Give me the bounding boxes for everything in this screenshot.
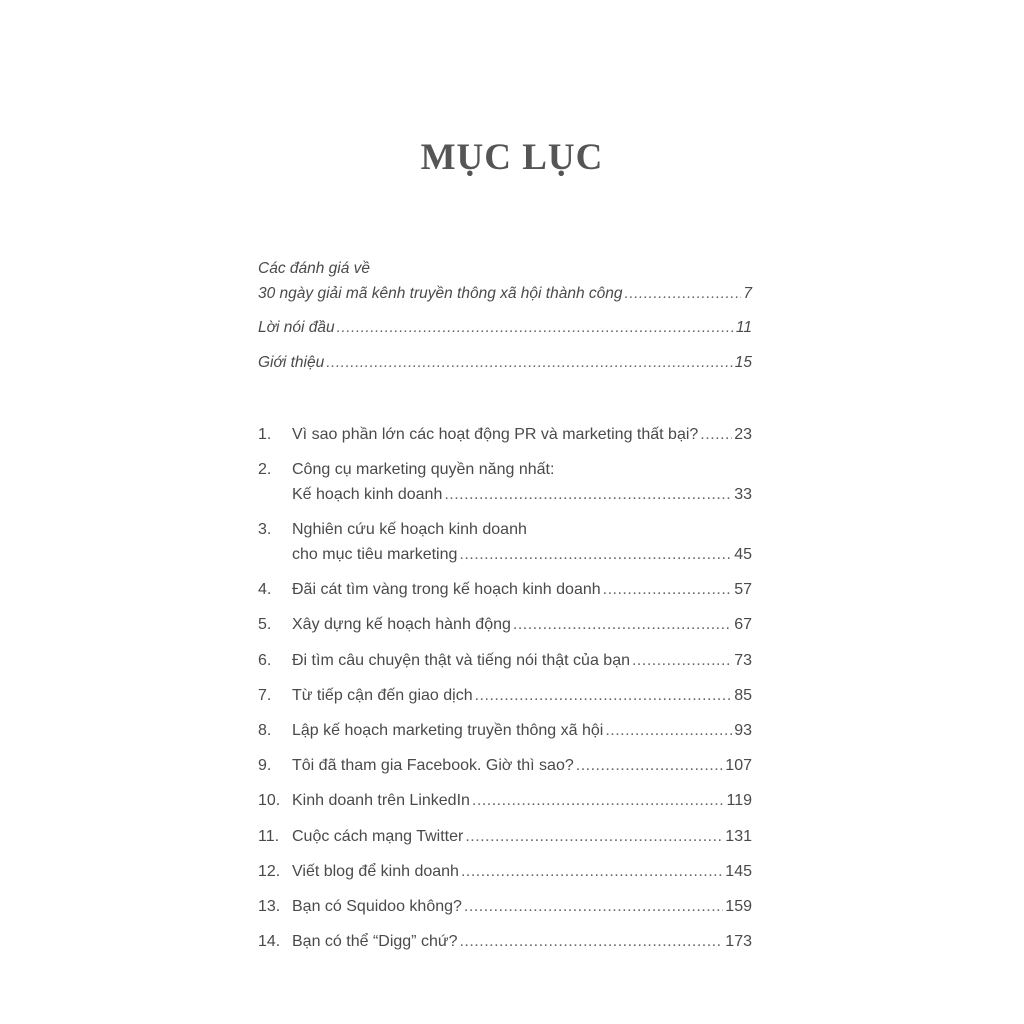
toc-chapter-5[interactable] xyxy=(258,614,752,636)
toc-page-number: 159 xyxy=(725,898,752,915)
toc-page-number: 119 xyxy=(726,792,752,809)
toc-entry-label: Bạn có thể “Digg” chứ? xyxy=(292,933,458,950)
chapter-number: 8. xyxy=(258,722,272,739)
dot-leader xyxy=(632,650,732,672)
chapter-number: 9. xyxy=(258,757,272,774)
toc-chapter-2-line1 xyxy=(258,459,752,481)
toc-entry-label: Bạn có Squidoo không? xyxy=(292,898,462,915)
dot-leader xyxy=(475,685,733,707)
toc-entry-label: Đãi cát tìm vàng trong kế hoạch kinh doanh xyxy=(292,581,601,598)
toc-entry-reviews[interactable] xyxy=(258,283,752,305)
toc-chapter-10[interactable] xyxy=(258,790,752,812)
chapter-number: 5. xyxy=(258,616,272,633)
toc-page-number: 73 xyxy=(734,652,752,669)
dot-leader xyxy=(625,283,742,305)
toc-entry-label: Tôi đã tham gia Facebook. Giờ thì sao? xyxy=(292,757,574,774)
toc-entry-label: Các đánh giá về xyxy=(258,260,371,277)
toc-entry-label: 30 ngày giải mã kênh truyền thông xã hội thành công xyxy=(258,285,623,302)
toc-entry-reviews-line1 xyxy=(258,258,752,280)
dot-leader xyxy=(337,317,734,339)
toc-chapter-11[interactable] xyxy=(258,826,752,848)
toc-page-number: 67 xyxy=(734,616,752,633)
toc-entry-label: Lời nói đầu xyxy=(258,319,335,336)
toc-chapter-9[interactable] xyxy=(258,755,752,777)
chapter-number: 13. xyxy=(258,898,281,915)
toc-entry-label: Nghiên cứu kế hoạch kinh doanh xyxy=(292,521,527,538)
dot-leader xyxy=(461,861,723,883)
toc-page-number: 145 xyxy=(725,863,752,880)
toc-chapter-12[interactable] xyxy=(258,861,752,883)
dot-leader xyxy=(459,544,732,566)
toc-chapter-4[interactable] xyxy=(258,579,752,601)
chapter-number: 3. xyxy=(258,521,272,538)
dot-leader xyxy=(576,755,724,777)
toc-entry-introduction[interactable] xyxy=(258,352,752,374)
toc-chapter-14[interactable] xyxy=(258,931,752,953)
toc-page-number: 33 xyxy=(734,486,752,503)
dot-leader xyxy=(605,720,732,742)
dot-leader xyxy=(472,790,725,812)
toc-chapter-3-line1 xyxy=(258,519,752,541)
toc-entry-label: Công cụ marketing quyền năng nhất: xyxy=(292,461,555,478)
chapter-number: 12. xyxy=(258,863,281,880)
chapter-number: 14. xyxy=(258,933,281,950)
toc-entry-label: Viết blog để kinh doanh xyxy=(292,863,459,880)
toc-chapter-7[interactable] xyxy=(258,685,752,707)
chapter-number: 1. xyxy=(258,426,272,443)
toc-entry-label: Từ tiếp cận đến giao dịch xyxy=(292,687,473,704)
toc-page-number: 93 xyxy=(734,722,752,739)
toc-entry-foreword[interactable] xyxy=(258,317,752,339)
toc-entry-label: Giới thiệu xyxy=(258,354,325,371)
toc-page-number: 173 xyxy=(725,933,752,950)
chapter-number: 2. xyxy=(258,461,272,478)
toc-entry-label: cho mục tiêu marketing xyxy=(292,546,458,563)
toc-page-number: 45 xyxy=(734,546,752,563)
toc-page-number: 23 xyxy=(734,426,752,443)
toc-chapter-1[interactable] xyxy=(258,424,752,446)
toc-page-number: 57 xyxy=(734,581,752,598)
toc-page-number: 131 xyxy=(725,828,752,845)
toc-page-number: 7 xyxy=(743,285,752,302)
chapter-number: 10. xyxy=(258,792,281,809)
dot-leader xyxy=(513,614,732,636)
chapter-number: 11. xyxy=(258,828,280,845)
toc-entry-label: Xây dựng kế hoạch hành động xyxy=(292,616,511,633)
chapter-number: 6. xyxy=(258,652,272,669)
toc-chapter-13[interactable] xyxy=(258,896,752,918)
toc-chapter-8[interactable] xyxy=(258,720,752,742)
toc-entry-label: Kinh doanh trên LinkedIn xyxy=(292,792,470,809)
toc-page-number: 85 xyxy=(734,687,752,704)
toc-entry-label: Cuộc cách mạng Twitter xyxy=(292,828,464,845)
page-title: MỤC LỤC xyxy=(420,137,604,178)
dot-leader xyxy=(603,579,733,601)
chapter-number: 4. xyxy=(258,581,272,598)
dot-leader xyxy=(700,424,732,446)
dot-leader xyxy=(444,484,732,506)
toc-chapter-3[interactable] xyxy=(258,544,752,566)
toc-chapter-6[interactable] xyxy=(258,650,752,672)
toc-page-number: 107 xyxy=(725,757,752,774)
toc-entry-label: Vì sao phần lớn các hoạt động PR và marketing thất bại? xyxy=(292,426,699,443)
dot-leader xyxy=(465,826,723,848)
dot-leader xyxy=(326,352,733,374)
toc-chapter-2[interactable] xyxy=(258,484,752,506)
dot-leader xyxy=(464,896,723,918)
dot-leader xyxy=(459,931,723,953)
toc-entry-label: Kế hoạch kinh doanh xyxy=(292,486,443,503)
toc-page-number: 15 xyxy=(734,354,752,371)
toc-entry-label: Đi tìm câu chuyện thật và tiếng nói thật của bạn xyxy=(292,652,630,669)
chapter-number: 7. xyxy=(258,687,272,704)
toc-entry-label: Lập kế hoạch marketing truyền thông xã hội xyxy=(292,722,604,739)
toc-page-number: 11 xyxy=(735,319,752,336)
